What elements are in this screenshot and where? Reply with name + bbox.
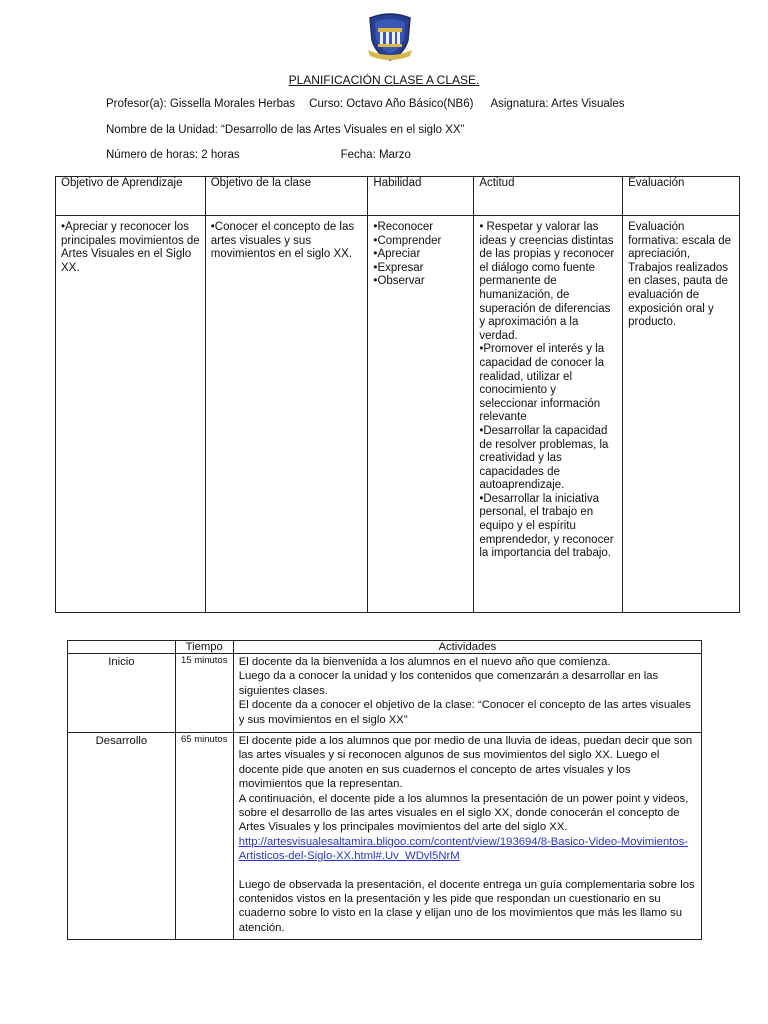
time-cell: 15 minutos — [175, 654, 233, 733]
asignatura-label: Asignatura: Artes Visuales — [490, 98, 625, 110]
actitud-item: •Desarrollar la iniciativa personal, el trabajo en equipo y el espíritu emprendedor, y reconocer la importancia del trabajo. — [479, 492, 614, 560]
school-crest-logo — [364, 12, 416, 62]
habilidad-item: •Apreciar — [373, 248, 421, 261]
movimientos-artisticos-link[interactable]: http://artesvisualesaltamira.bligoo.com/content/view/193694/8-Basico-Video-Movimientos-Artisticos-del-Siglo-XX.html#.Uv_WDvl5NrM — [238, 835, 689, 863]
activities-table — [67, 640, 702, 940]
activity-paragraph: El docente pide a los alumnos que por medio de una lluvia de ideas, puedan decir que son las artes visuales y si reconocen algunos de sus movimientos del siglo XX. Luego el docente pide que anoten en sus cuadernos el concepto de artes visuales y los movimientos que la representan. — [238, 735, 693, 791]
col-header-actitud: Actitud — [474, 177, 623, 216]
plan-table — [55, 176, 740, 613]
col-header-phase — [68, 641, 176, 654]
col-header-habilidad: Habilidad — [368, 177, 474, 216]
horas-label: Número de horas: 2 horas — [106, 149, 240, 161]
activity-paragraph: A continuación, el docente pide a los alumnos la presentación de un power point y videos, sobre el desarrollo de las artes visuales en el siglo XX, donde conocerán el concepto de Artes Visuales y los principales movimientos del arte del siglo XX. — [238, 792, 689, 834]
activity-row-desarrollo — [68, 733, 702, 940]
col-header-objetivo-clase: Objetivo de la clase — [205, 177, 368, 216]
unidad-label: Nombre de la Unidad: “Desarrollo de las Artes Visuales en el siglo XX” — [106, 124, 465, 136]
header-line-3 — [106, 149, 411, 161]
col-header-evaluacion: Evaluación — [623, 177, 740, 216]
objetivo-clase-cell: •Conocer el concepto de las artes visuales y sus movimientos en el siglo XX. — [205, 216, 368, 613]
activities-cell — [233, 654, 701, 733]
habilidad-cell — [368, 216, 474, 613]
activities-cell — [233, 733, 701, 940]
actitud-item: • Respetar y valorar las ideas y creencias distintas de las propias y reconocer el diálogo como fuente permanente de humanización, de superación de diferencias y aproximación a la verdad. — [479, 221, 615, 342]
actitud-cell — [474, 216, 623, 613]
profesor-label: Profesor(a): Gissella Morales Herbas — [106, 98, 296, 110]
activities-header-row — [68, 641, 702, 654]
activity-paragraph: El docente da a conocer el objetivo de la clase: “Conocer el concepto de las artes visuales y sus movimientos en el siglo XX” — [238, 699, 691, 726]
curso-label: Curso: Octavo Año Básico(NB6) — [309, 98, 474, 110]
activity-paragraph: Luego da a conocer la unidad y los contenidos que comenzarán a desarrollar en las siguientes clases. — [238, 670, 659, 697]
activity-paragraph: El docente da la bienvenida a los alumnos en el nuevo año que comienza. — [238, 656, 611, 668]
plan-table-header-row — [56, 177, 740, 216]
habilidad-item: •Expresar — [373, 261, 424, 274]
fecha-label: Fecha: Marzo — [340, 149, 411, 161]
col-header-objetivo-aprendizaje: Objetivo de Aprendizaje — [56, 177, 206, 216]
plan-table-row — [56, 216, 740, 613]
col-header-tiempo: Tiempo — [175, 641, 233, 654]
evaluacion-cell: Evaluación formativa: escala de apreciación, Trabajos realizados en clases, pauta de evaluación de exposición oral y producto. — [623, 216, 740, 613]
header-line-1 — [106, 98, 624, 110]
phase-cell: Desarrollo — [68, 733, 176, 940]
objetivo-aprendizaje-cell: •Apreciar y reconocer los principales movimientos de Artes Visuales en el Siglo XX. — [56, 216, 206, 613]
col-header-actividades: Actividades — [233, 641, 701, 654]
habilidad-item: •Reconocer — [373, 221, 434, 233]
activity-row-inicio — [68, 654, 702, 733]
phase-cell: Inicio — [68, 654, 176, 733]
activity-paragraph: Luego de observada la presentación, el docente entrega un guía complementaria sobre los contenidos vistos en la presentación y les pide que respondan un cuestionario en su cuaderno sobre lo visto en la clase y elijan uno de los movimientos que más les llamo su atención. — [238, 878, 695, 934]
time-cell: 65 minutos — [175, 733, 233, 940]
actitud-item: •Promover el interés y la capacidad de conocer la realidad, utilizar el conocimiento y seleccionar información relevante — [479, 343, 605, 424]
habilidad-item: •Comprender — [373, 234, 442, 247]
page-title: PLANIFICACIÓN CLASE A CLASE. — [288, 73, 480, 87]
habilidad-item: •Observar — [373, 275, 425, 288]
actitud-item: •Desarrollar la capacidad de resolver problemas, la creatividad y las capacidades de autoaprendizaje. — [479, 424, 609, 492]
